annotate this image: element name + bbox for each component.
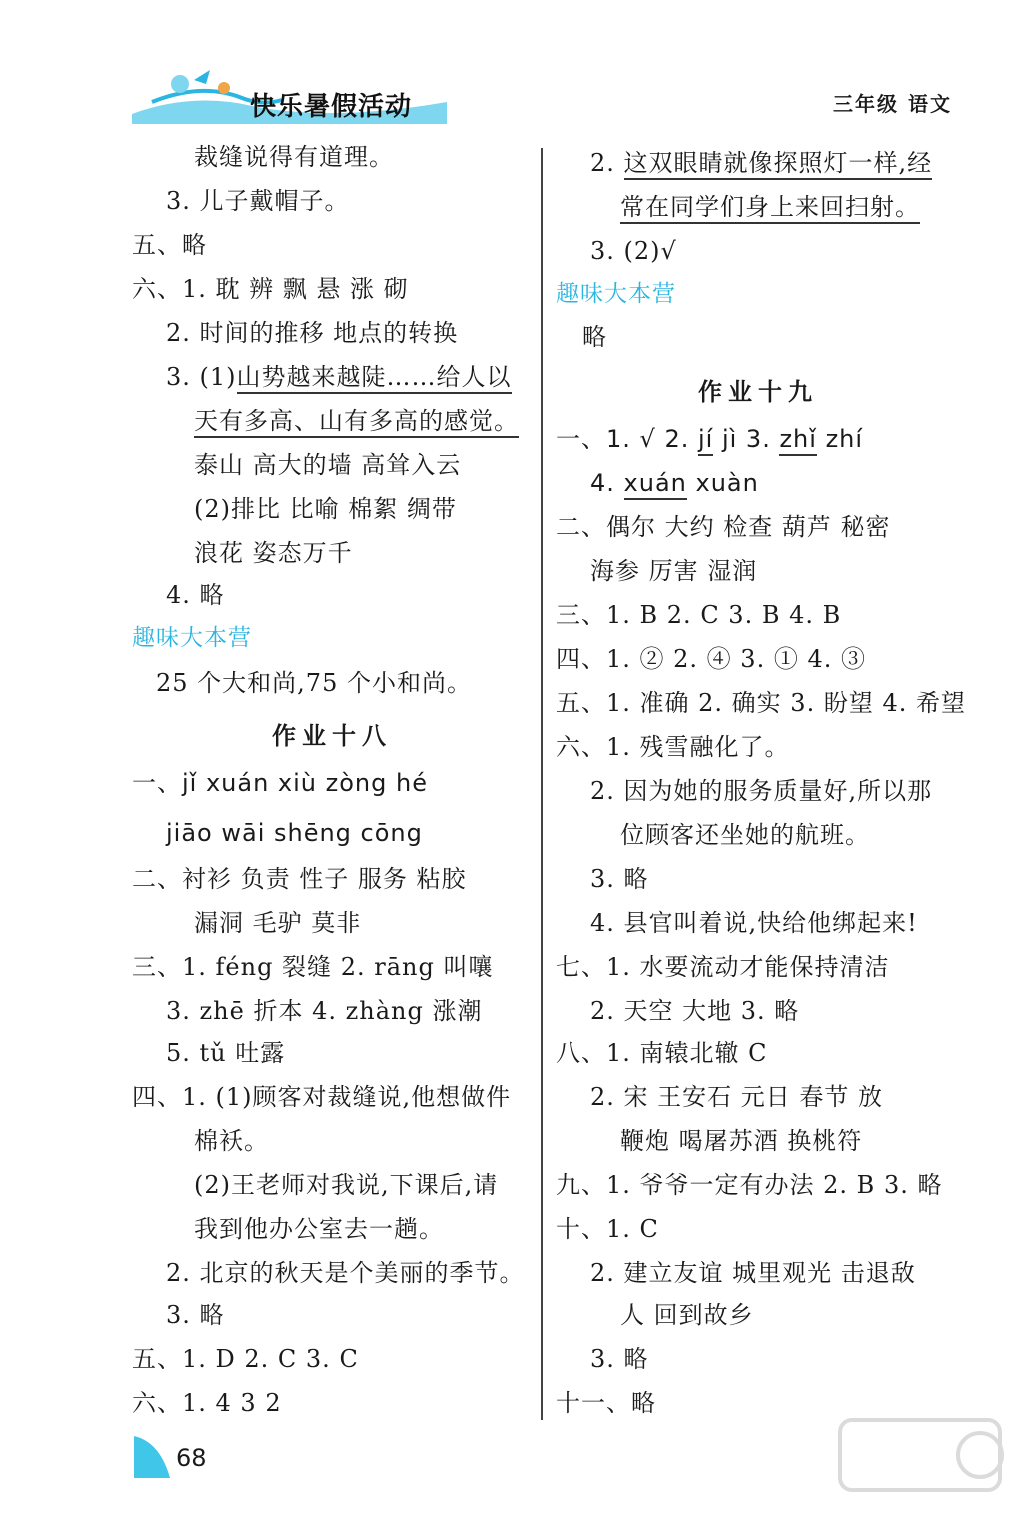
answer-label: 3. (1) xyxy=(166,363,237,391)
answer-line: 3. zhē 折本 4. zhàng 涨潮 xyxy=(166,997,483,1025)
answer-line: 四、1. (1)顾客对裁缝说,他想做件 xyxy=(132,1083,512,1111)
underlined-answer: zhǐ xyxy=(779,425,816,456)
answer-line xyxy=(556,422,863,456)
answer-line: 六、1. 4 3 2 xyxy=(132,1389,282,1417)
watermark-logo-icon xyxy=(830,1400,1010,1530)
answer-line: 漏洞 毛驴 莫非 xyxy=(194,909,362,937)
answer-line: 3. (2)√ xyxy=(590,237,677,265)
answer-line: 2. 北京的秋天是个美丽的季节。 xyxy=(166,1259,525,1287)
answer-line: 七、1. 水要流动才能保持清洁 xyxy=(556,953,890,981)
answer-line: 我到他办公室去一趟。 xyxy=(194,1215,444,1243)
answer-line: 泰山 高大的墙 高耸入云 xyxy=(194,451,462,479)
answer-line: 棉袄。 xyxy=(194,1127,269,1155)
answer-line: 2. 宋 王安石 元日 春节 放 xyxy=(590,1083,884,1111)
answer-text: zhí xyxy=(816,425,864,453)
answer-line: 六、1. 耽 辨 飘 悬 涨 砌 xyxy=(132,275,409,303)
answer-label: 4. xyxy=(590,469,624,497)
assignment-title-19: 作业十九 xyxy=(698,378,818,406)
answer-line: 海参 厉害 湿润 xyxy=(590,557,758,585)
answer-line xyxy=(620,190,920,224)
answer-text: jì 3. xyxy=(713,425,780,453)
answer-line xyxy=(194,404,519,438)
column-divider xyxy=(541,148,543,1420)
answer-label: 一、1. √ 2. xyxy=(556,425,698,453)
underlined-answer: 常在同学们身上来回扫射。 xyxy=(620,193,920,224)
underlined-answer: jí xyxy=(698,425,713,456)
answer-line: 略 xyxy=(582,323,607,351)
answer-line: (2)排比 比喻 棉絮 绸带 xyxy=(194,495,457,523)
answer-line: 裁缝说得有道理。 xyxy=(194,143,394,171)
answer-line: 浪花 姿态万千 xyxy=(194,539,353,567)
answer-line: 2. 时间的推移 地点的转换 xyxy=(166,319,459,347)
answer-line: 位顾客还坐她的航班。 xyxy=(620,821,870,849)
answer-line: 九、1. 爷爷一定有办法 2. B 3. 略 xyxy=(556,1171,943,1199)
answer-line: (2)王老师对我说,下课后,请 xyxy=(194,1171,499,1199)
section-heading-fun-camp: 趣味大本营 xyxy=(132,625,252,651)
answer-line: 一、jǐ xuán xiù zòng hé xyxy=(132,769,428,797)
page-number: 68 xyxy=(176,1444,207,1472)
answer-line xyxy=(590,466,759,500)
underlined-answer: 这双眼睛就像探照灯一样,经 xyxy=(624,149,933,180)
answer-line: 三、1. B 2. C 3. B 4. B xyxy=(556,601,842,629)
answer-line: 五、略 xyxy=(132,231,207,259)
answer-line: 5. tǔ 吐露 xyxy=(166,1039,286,1067)
answer-line: 3. 略 xyxy=(590,865,649,893)
answer-line: 五、1. 准确 2. 确实 3. 盼望 4. 希望 xyxy=(556,689,966,717)
answer-line: jiāo wāi shēng cōng xyxy=(166,819,423,847)
answer-line: 八、1. 南辕北辙 C xyxy=(556,1039,768,1067)
answer-line: 3. 略 xyxy=(590,1345,649,1373)
answer-line: 鞭炮 喝屠苏酒 换桃符 xyxy=(620,1127,863,1155)
answer-line: 2. 天空 大地 3. 略 xyxy=(590,997,800,1025)
underlined-answer: 天有多高、山有多高的感觉。 xyxy=(194,407,519,438)
answer-line: 25 个大和尚,75 个小和尚。 xyxy=(156,669,472,697)
answer-line: 二、偶尔 大约 检查 葫芦 秘密 xyxy=(556,513,891,541)
answer-line: 4. 县官叫着说,快给他绑起来! xyxy=(590,909,918,937)
answer-line: 五、1. D 2. C 3. C xyxy=(132,1345,359,1373)
header-title: 快乐暑假活动 xyxy=(250,92,413,122)
page-corner-decoration-icon xyxy=(130,1432,174,1482)
answer-line: 2. 因为她的服务质量好,所以那 xyxy=(590,777,933,805)
answer-line: 二、衬衫 负责 性子 服务 粘胶 xyxy=(132,865,467,893)
section-heading-fun-camp: 趣味大本营 xyxy=(556,281,676,307)
answer-line: 4. 略 xyxy=(166,581,225,609)
answer-line: 3. 略 xyxy=(166,1301,225,1329)
answer-line: 人 回到故乡 xyxy=(620,1301,754,1329)
answer-line xyxy=(166,360,512,394)
answer-line: 三、1. féng 裂缝 2. rāng 叫嚷 xyxy=(132,953,494,981)
answer-label: 2. xyxy=(590,149,624,177)
answer-line: 六、1. 残雪融化了。 xyxy=(556,733,790,761)
answer-line: 2. 建立友谊 城里观光 击退敌 xyxy=(590,1259,916,1287)
assignment-title-18: 作业十八 xyxy=(272,722,392,750)
answer-line: 四、1. ② 2. ④ 3. ① 4. ③ xyxy=(556,645,866,673)
answer-line: 十一、略 xyxy=(556,1389,656,1417)
underlined-answer: 山势越来越陡……给人以 xyxy=(237,363,512,394)
answer-line xyxy=(590,146,932,180)
answer-line: 3. 儿子戴帽子。 xyxy=(166,187,350,215)
answer-line: 十、1. C xyxy=(556,1215,659,1243)
answer-text: xuàn xyxy=(686,469,759,497)
header-grade-subject: 三年级 语文 xyxy=(833,92,952,116)
underlined-answer: xuán xyxy=(624,469,687,500)
